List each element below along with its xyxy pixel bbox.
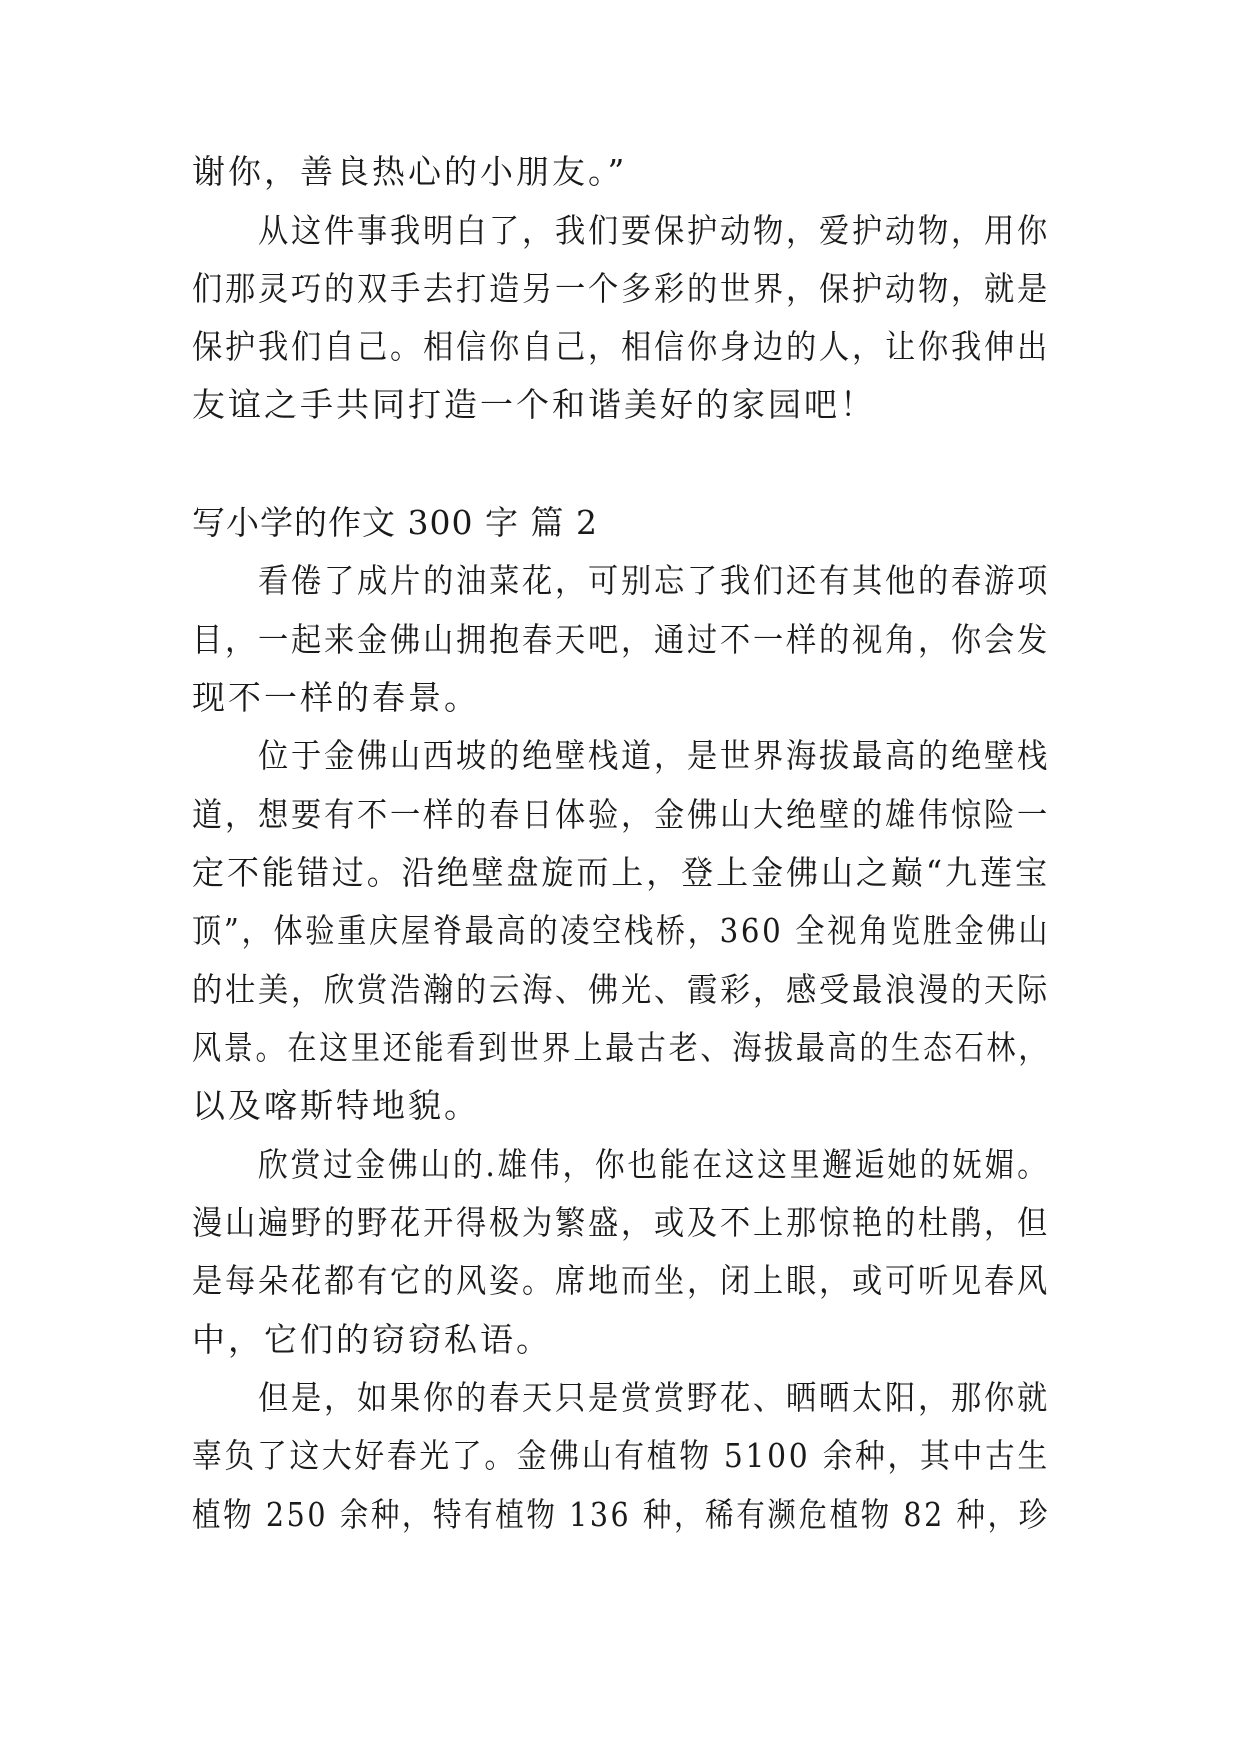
text-line: 们那灵巧的双手去打造另一个多彩的世界，保护动物，就是 [192, 269, 1051, 308]
text-line: 的壮美，欣赏浩瀚的云海、佛光、霞彩，感受最浪漫的天际 [192, 970, 1051, 1009]
text-line: 道，想要有不一样的春日体验，金佛山大绝壁的雄伟惊险一 [192, 795, 1051, 834]
text-line: 友谊之手共同打造一个和谐美好的家园吧！ [192, 385, 876, 424]
text-line: 以及喀斯特地貌。 [192, 1086, 480, 1125]
text-line: 保护我们自己。相信你自己，相信你身边的人，让你我伸出 [192, 327, 1051, 366]
paragraph-first-line: 位于金佛山西坡的绝壁栈道，是世界海拔最高的绝壁栈 [258, 736, 1051, 775]
paragraph-first-line: 但是，如果你的春天只是赏赏野花、晒晒太阳，那你就 [258, 1378, 1051, 1417]
text-line: 辜负了这大好春光了。金佛山有植物 5100 余种，其中古生 [192, 1436, 1050, 1475]
text-line: 定不能错过。沿绝壁盘旋而上，登上金佛山之巅“九莲宝 [192, 853, 1050, 892]
section-heading: 写小学的作文 300 字 篇 2 [192, 503, 598, 542]
text-line: 现不一样的春景。 [192, 678, 480, 717]
text-line: 植物 250 余种，特有植物 136 种，稀有濒危植物 82 种，珍 [192, 1495, 1050, 1534]
paragraph-first-line: 看倦了成片的油菜花，可别忘了我们还有其他的春游项 [258, 561, 1051, 600]
text-line: 漫山遍野的野花开得极为繁盛，或及不上那惊艳的杜鹃，但 [192, 1203, 1051, 1242]
text-line: 顶”，体验重庆屋脊最高的凌空栈桥，360 全视角览胜金佛山 [192, 911, 1051, 950]
text-line: 目，一起来金佛山拥抱春天吧，通过不一样的视角，你会发 [192, 620, 1051, 659]
text-line: 风景。在这里还能看到世界上最古老、海拔最高的生态石林， [192, 1028, 1050, 1067]
text-line: 中，它们的窃窃私语。 [192, 1320, 552, 1359]
text-line: 是每朵花都有它的风姿。席地而坐，闭上眼，或可听见春风 [192, 1261, 1051, 1300]
paragraph-first-line: 欣赏过金佛山的.雄伟，你也能在这这里邂逅她的妩媚。 [258, 1145, 1050, 1184]
text-line: 谢你，善良热心的小朋友。” [192, 152, 628, 191]
paragraph-first-line: 从这件事我明白了，我们要保护动物，爱护动物，用你 [258, 211, 1051, 250]
